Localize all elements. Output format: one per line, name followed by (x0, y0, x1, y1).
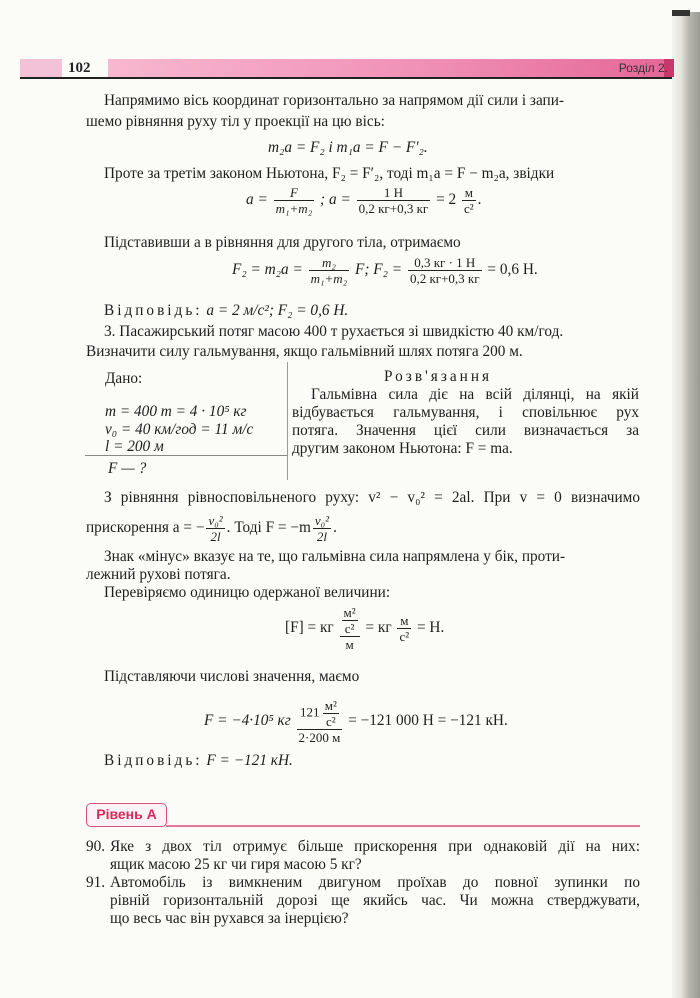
given-find: F — ? (108, 460, 147, 477)
exercise-text: Автомобіль із вимкненим двигуном проїхав до повної зупинки по (110, 874, 640, 891)
numerator: v₀² (208, 513, 223, 528)
gutter-top-mark (672, 10, 690, 16)
solution-title: Розв'язання (384, 368, 493, 385)
answer-value: a = 2 м/с²; F₂ = 0,6 Н. (206, 302, 349, 319)
fraction (274, 185, 315, 216)
fraction (313, 513, 331, 544)
fraction (462, 185, 476, 216)
numerator: m₂ (309, 255, 350, 271)
denominator: м (345, 637, 354, 652)
equation-units (285, 605, 444, 652)
given-title: Дано: (105, 370, 143, 387)
denominator: с² (464, 201, 474, 216)
paragraph: лежний рухові потяга. (86, 566, 231, 583)
header-bar (108, 59, 672, 77)
problem-statement: 3. Пасажирський потяг масою 400 т рухається зі швидкістю 40 км/год. (104, 323, 564, 340)
answer-label: Відповідь: (104, 302, 203, 319)
eq-part: = −121 000 Н = −121 кН. (348, 712, 508, 730)
level-rule (166, 825, 640, 827)
paragraph: Напрямимо вісь координат горизонтально за напрямом дії сили і запи- (104, 92, 565, 109)
numerator-value: 121 (299, 704, 320, 720)
given-vertical-divider (287, 362, 288, 480)
solution-line: потяга. Значення цієї сили визначається за (292, 422, 639, 439)
numerator: v₀² (314, 513, 330, 528)
solution-line: відбувається гальмування, і сповільнює рух (292, 404, 639, 421)
given-divider (85, 455, 288, 456)
exercise-text: що весь час він рухався за інерцією? (110, 910, 349, 927)
numerator: F (274, 185, 315, 201)
text-part: . Тоді F = −m (226, 519, 311, 537)
denominator: с² (325, 714, 336, 729)
denominator: 2l (210, 529, 221, 544)
fraction (408, 255, 482, 286)
paragraph: Підставивши a в рівняння для другого тіла, отримаємо (104, 234, 461, 251)
exercise-text: ящик масою 25 кг чи гиря масою 5 кг? (110, 856, 362, 873)
problem-statement: Визначити силу гальмування, якщо гальмівний шлях потяга 200 м. (86, 343, 523, 360)
given-item: m = 400 т = 4 · 10⁵ кг (105, 403, 247, 420)
numerator: 1 Н (357, 185, 431, 201)
denominator: с² (344, 621, 355, 636)
eq-part: F = −4·10⁵ кг (204, 712, 291, 730)
paragraph: З рівняння рівносповільненого руху: v² − v₀² = 2al. При v = 0 визначимо (104, 489, 640, 506)
fraction (357, 185, 431, 216)
answer-value: F = −121 кН. (206, 752, 293, 769)
paragraph (86, 513, 337, 544)
eq-part: F₂ = m₂a = (232, 261, 303, 279)
given-item: l = 200 м (105, 438, 164, 455)
equation: m₂a = F₂ і m₁a = F − F′₂. (268, 139, 428, 156)
exercise-number: 91. (86, 874, 106, 891)
eq-part: ; a = (320, 191, 351, 209)
equation (246, 185, 482, 216)
eq-part: = кг (365, 619, 392, 637)
eq-part: [F] = кг (285, 619, 334, 637)
denominator: m₁+m₂ (275, 201, 313, 216)
numerator: м (462, 185, 476, 201)
page-gutter-shadow (672, 12, 700, 998)
numerator: 0,3 кг · 1 Н (408, 255, 482, 271)
compound-fraction (340, 605, 360, 652)
text-part: прискорення a = − (86, 519, 205, 537)
denominator: 2·200 м (298, 730, 341, 745)
header-rule (20, 77, 672, 79)
numerator: м² (324, 698, 337, 713)
answer (104, 752, 293, 770)
exercise-number: 90. (86, 838, 106, 855)
denominator: m₁+m₂ (310, 271, 348, 286)
equation (232, 255, 538, 286)
paragraph: Перевіряємо одиницю одержаної величини: (104, 584, 391, 601)
eq-part: = 0,6 Н. (487, 261, 538, 279)
numerator (340, 605, 360, 637)
denominator: 2l (316, 529, 328, 544)
solution-line: Гальмівна сила діє на всій ділянці, на якій (311, 386, 639, 403)
equation-final (204, 698, 508, 745)
level-badge: Рівень А (86, 803, 167, 827)
eq-part: = Н. (416, 619, 445, 637)
text-part: . (333, 519, 337, 537)
inner-fraction (323, 698, 339, 729)
header-bar-left (20, 59, 62, 77)
paragraph: Проте за третім законом Ньютона, F₂ = F′₂, тоді m₁a = F − m₂a, звідки (104, 165, 555, 182)
compound-fraction (297, 698, 343, 745)
numerator: м² (343, 605, 356, 620)
fraction (309, 255, 350, 286)
solution-line: другим законом Ньютона: F = ma. (292, 440, 513, 457)
section-title: Розділ 2. (618, 61, 668, 75)
page-number: 102 (68, 60, 91, 76)
numerator: м (397, 613, 411, 629)
fraction (206, 513, 224, 544)
answer (104, 302, 348, 320)
eq-part: = 2 (436, 191, 457, 209)
eq-part: . (477, 191, 482, 209)
exercise-text: рівній горизонтальній дорозі ще якийсь час. Чи можна стверджувати, (110, 892, 640, 909)
paragraph: Підставляючи числові значення, маємо (104, 668, 360, 685)
denominator: 0,2 кг+0,3 кг (409, 271, 480, 286)
eq-part: F; F₂ = (355, 261, 403, 279)
paragraph: Знак «мінус» вказує на те, що гальмівна сила напрямлена у бік, проти- (104, 548, 566, 565)
paragraph: шемо рівняння руху тіл у проекції на цю вісь: (86, 113, 385, 130)
numerator (297, 698, 343, 730)
eq-part: a = (246, 191, 268, 209)
given-item: v₀ = 40 км/год = 11 м/с (105, 421, 254, 438)
exercise-text: Яке з двох тіл отримує більше прискорення при однаковій дії на них: (110, 838, 640, 855)
inner-fraction (342, 605, 358, 636)
denominator: с² (399, 629, 410, 644)
answer-label: Відповідь: (104, 752, 203, 769)
denominator: 0,2 кг+0,3 кг (358, 201, 429, 216)
fraction (397, 613, 411, 644)
